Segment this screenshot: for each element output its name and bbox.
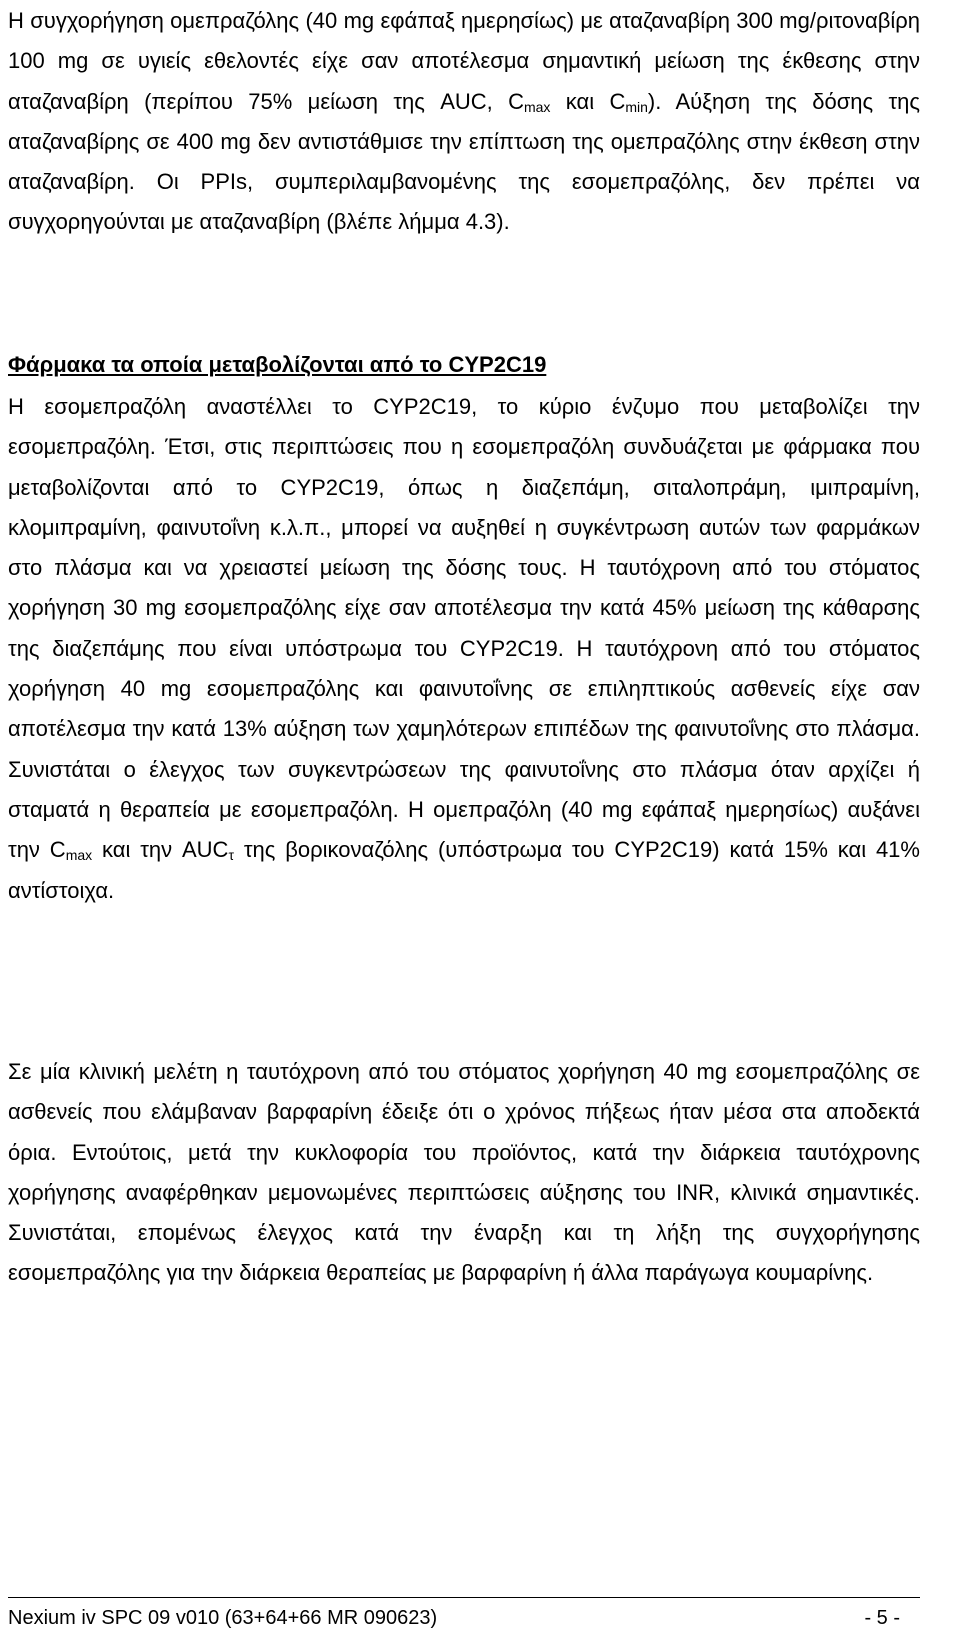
footer-page-number: - 5 - (864, 1607, 900, 1629)
paragraph1-subscript-max: max (523, 98, 551, 115)
section-heading-cyp2c19: Φάρμακα τα οποία μεταβολίζονται από το CYP2C19 (8, 352, 547, 377)
paragraph2-text-part1: Η εσομεπραζόλη αναστέλλει το CYP2C19, το κύριο ένζυμο που μεταβολίζει την εσομεπραζόλη. Έτσι, στις περιπτώσεις που η εσομεπραζόλη συνδυάζεται με φάρμακα που μεταβολίζονται από το CYP2C19, όπως η διαζεπάμη, σιταλοπράμη, ιμιπραμίνη, κλομιπραμίνη, φαινυτοΐνη κ.λ.π., μπορεί να αυξηθεί η συγκέντρωση αυτών των φαρμάκων στο πλάσμα και να χρειαστεί μείωση της δόσης τους. Η ταυτόχρονη από του στόματος χορήγηση 30 mg εσομεπραζόλης είχε σαν αποτέλεσμα την κατά 45% μείωση της κάθαρσης της διαζεπάμης που είναι υπόστρωμα του CYP2C19. Η ταυτόχρονη από του στόματος χορήγηση 40 mg εσομεπραζόλης και φαινυτοΐνης σε επιληπτικούς ασθενείς είχε σαν αποτέλεσμα την κατά 13% αύξηση των χαμηλότερων επιπέδων της φαινυτοΐνης στο πλάσμα. Συνιστάται ο έλεγχος των συγκεντρώσεων της φαινυτοΐνης στο πλάσμα όταν αρχίζει ή σταματά η θεραπεία με εσομεπραζόλη. Η ομεπραζόλη (40 mg εφάπαξ ημερησίως) αυξάνει την C (8, 394, 920, 863)
paragraph-atazanavir-interaction (8, 1, 920, 243)
paragraph1-text-part2: και C (550, 88, 626, 114)
document-page (8, 0, 920, 1637)
paragraph2-text-part3: της βορικοναζόλης (υπόστρωμα του CYP2C19) κατά 15% και 41% αντίστοιχα. (8, 837, 920, 903)
paragraph1-subscript-min: min (625, 98, 648, 115)
paragraph1-text-part1: Η συγχορήγηση ομεπραζόλης (40 mg εφάπαξ ημερησίως) με αταζαναβίρη 300 mg/ριτοναβίρη 100 mg σε υγιείς εθελοντές είχε σαν αποτέλεσμα σημαντική μείωση της έκθεσης στην αταζαναβίρη (περίπου 75% μείωση της AUC, C (8, 8, 920, 114)
footer-document-id: Nexium iv SPC 09 v010 (63+64+66 MR 090623) (8, 1607, 438, 1629)
paragraph2-subscript-tau: τ (228, 847, 234, 864)
footer-divider (8, 1597, 920, 1598)
paragraph-cyp2c19-interaction (8, 387, 920, 911)
paragraph-warfarin-interaction: Σε μία κλινική μελέτη η ταυτόχρονη από του στόματος χορήγηση 40 mg εσομεπραζόλης σε ασθενείς που ελάμβαναν βαρφαρίνη έδειξε ότι ο χρόνος πήξεως ήταν μέσα στα αποδεκτά όρια. Εντούτοις, μετά την κυκλοφορία του προϊόντος, κατά την διάρκεια ταυτόχρονης χορήγησης αναφέρθηκαν μεμονωμένες περιπτώσεις αύξησης του INR, κλινικά σημαντικές. Συνιστάται, επομένως έλεγχος κατά την έναρξη και τη λήξη της συγχορήγησης εσομεπραζόλης για την διάρκεια θεραπείας με βαρφαρίνη ή άλλα παράγωγα κουμαρίνης. (8, 1059, 920, 1286)
paragraph2-text-part2: και την AUC (92, 837, 229, 863)
paragraph1-text-part3: ). Αύξηση της δόσης της αταζαναβίρης σε 400 mg δεν αντιστάθμισε την επίπτωση της ομεπραζόλης στην έκθεση στην αταζαναβίρη. Οι PPIs, συμπεριλαμβανομένης της εσομεπραζόλης, δεν πρέπει να συγχορηγούνται με αταζαναβίρη (βλέπε λήμμα 4.3). (8, 88, 920, 235)
paragraph2-subscript-max: max (65, 847, 93, 864)
